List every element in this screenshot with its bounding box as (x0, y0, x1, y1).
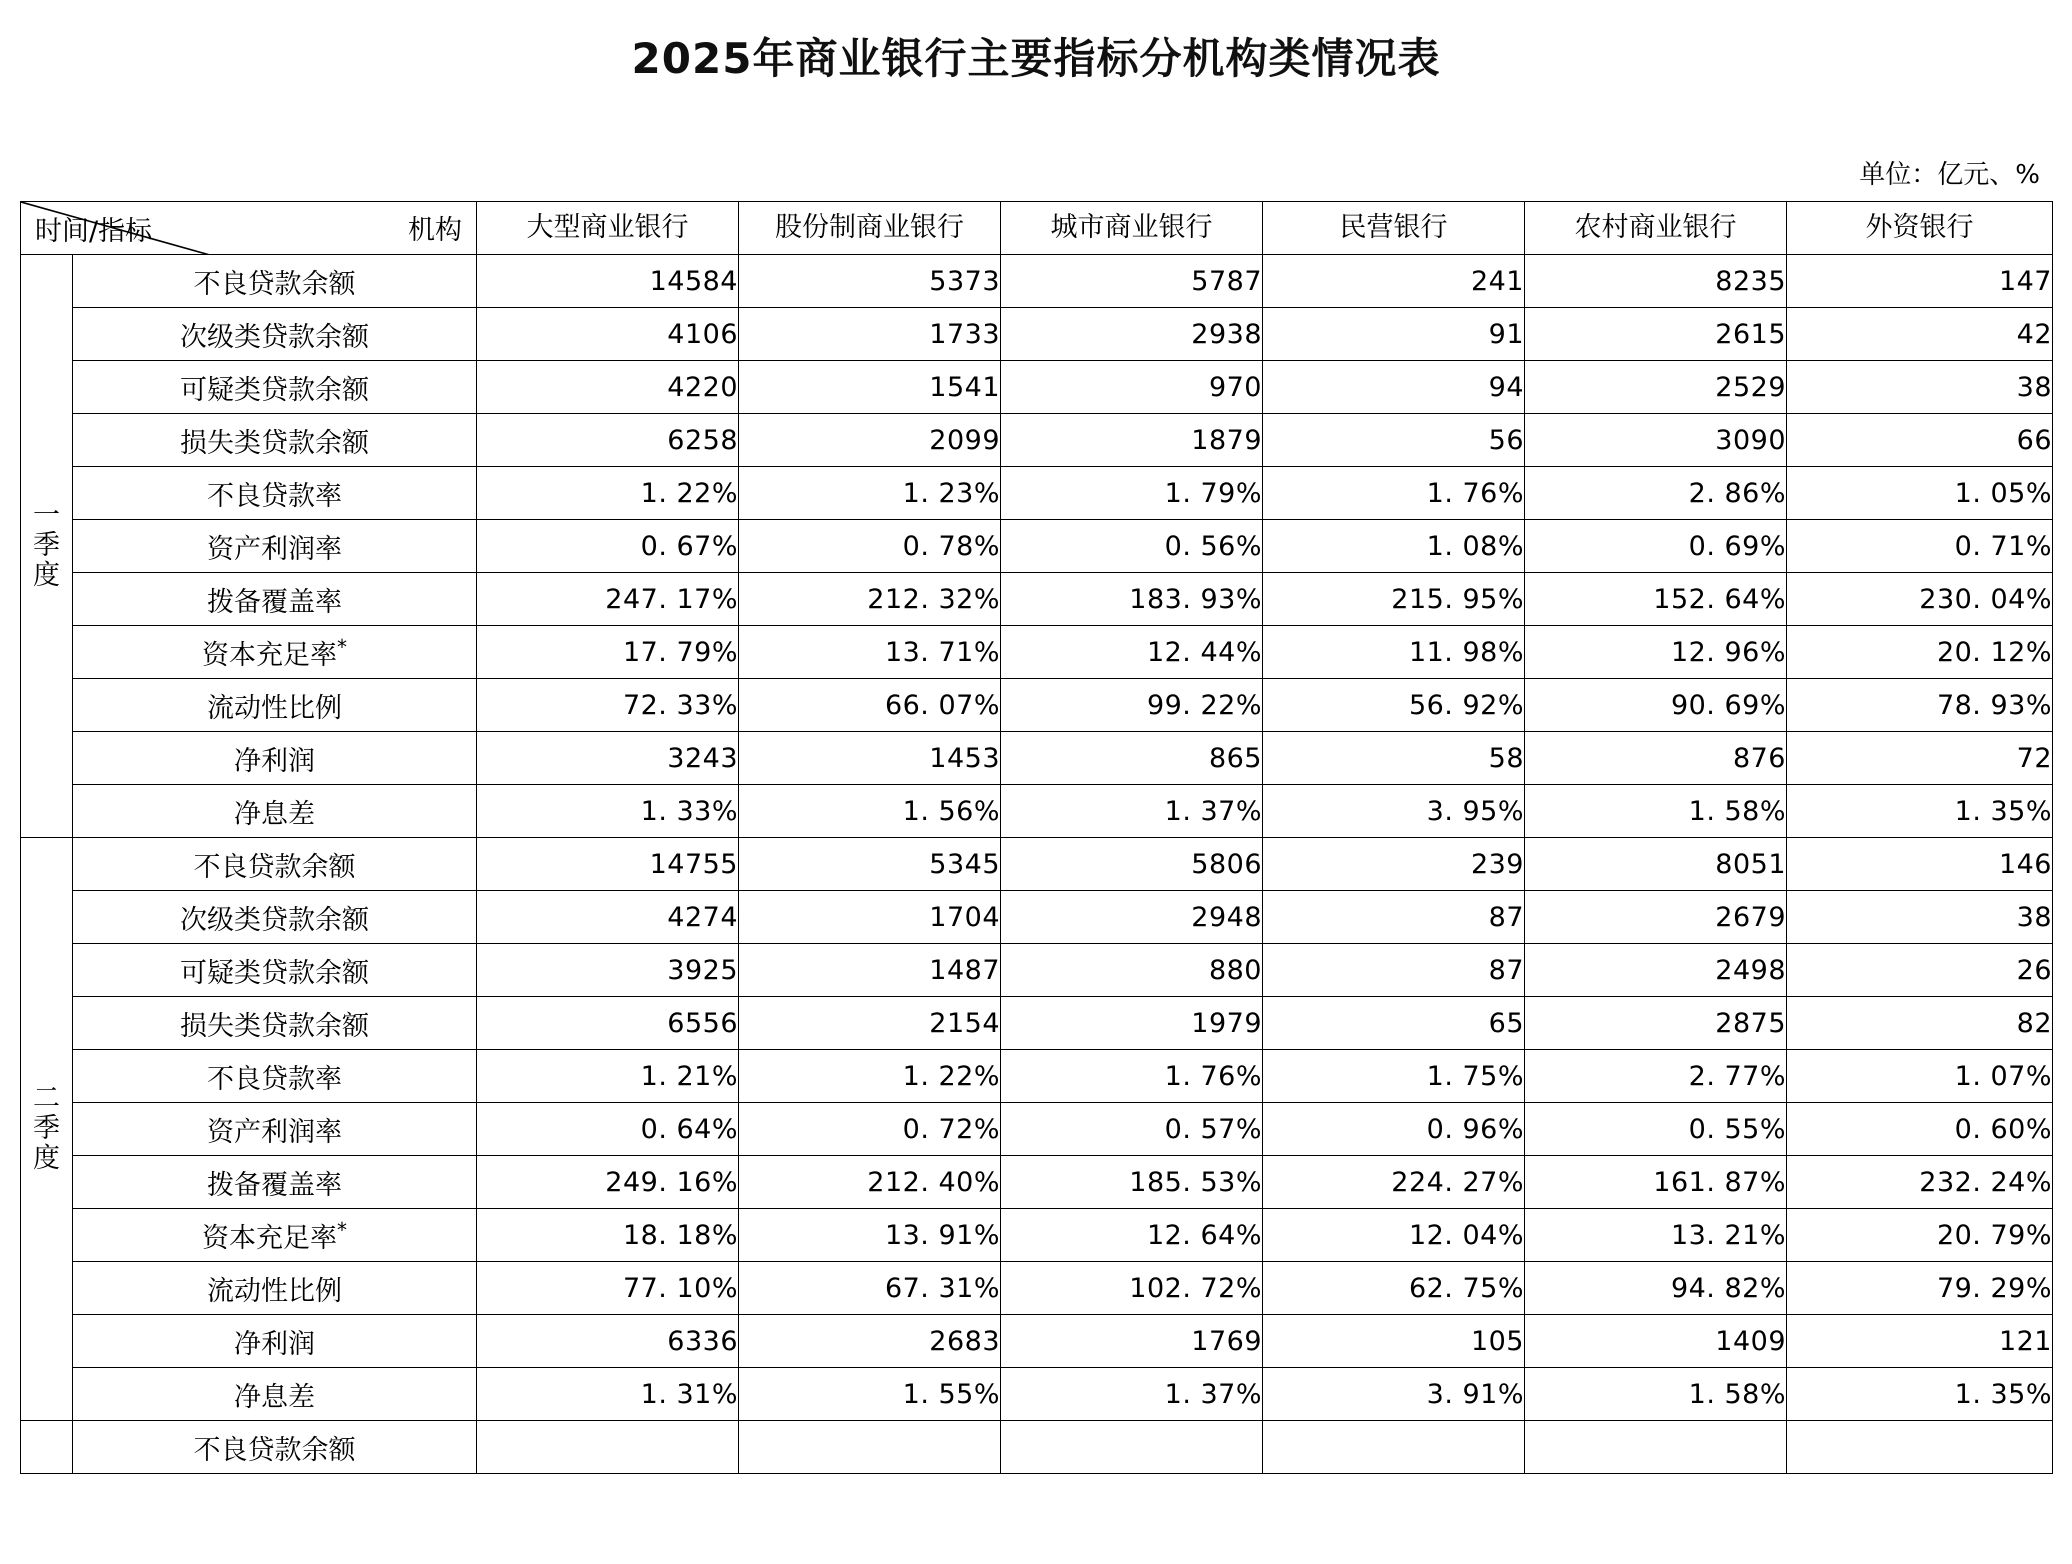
cell-q2-liquidity-foreign: 79. 29% (1787, 1262, 2053, 1315)
cell-q1-car-private: 11. 98% (1263, 626, 1525, 679)
table-row (21, 255, 2053, 308)
cell-q2-liquidity-large: 77. 10% (477, 1262, 739, 1315)
column-header-city-commercial-banks: 城市商业银行 (1001, 202, 1263, 255)
table-row (21, 1156, 2053, 1209)
cell-q1-npl-ratio-private: 1. 76% (1263, 467, 1525, 520)
row-label-net-interest-margin: 净息差 (73, 785, 477, 838)
cell-q1-npl-ratio-rural: 2. 86% (1525, 467, 1787, 520)
table-row-partial (21, 1421, 2053, 1474)
cell-q1-car-rural: 12. 96% (1525, 626, 1787, 679)
cell-q1-doubtful-city: 970 (1001, 361, 1263, 414)
cell-q1-doubtful-large: 4220 (477, 361, 739, 414)
cell-q2-provision-large: 249. 16% (477, 1156, 739, 1209)
table-row (21, 626, 2053, 679)
row-label-net-profit: 净利润 (73, 732, 477, 785)
cell-q2-net-profit-private: 105 (1263, 1315, 1525, 1368)
cell-q2-car-rural: 13. 21% (1525, 1209, 1787, 1262)
cell-q2-provision-private: 224. 27% (1263, 1156, 1525, 1209)
cell-q1-doubtful-foreign: 38 (1787, 361, 2053, 414)
table-row (21, 1209, 2053, 1262)
page-title: 2025年商业银行主要指标分机构类情况表 (631, 34, 1441, 83)
cell-q2-npl-balance-joint: 5345 (739, 838, 1001, 891)
cell-q1-net-profit-rural: 876 (1525, 732, 1787, 785)
row-label-capital-adequacy-text: 资本充足率 (202, 639, 337, 671)
cell-q1-doubtful-private: 94 (1263, 361, 1525, 414)
cell-q2-liquidity-city: 102. 72% (1001, 1262, 1263, 1315)
cell-q1-roa-foreign: 0. 71% (1787, 520, 2053, 573)
cell-q1-nim-rural: 1. 58% (1525, 785, 1787, 838)
cell-q1-provision-large: 247. 17% (477, 573, 739, 626)
cell-q2-net-profit-joint: 2683 (739, 1315, 1001, 1368)
column-header-joint-stock-banks: 股份制商业银行 (739, 202, 1001, 255)
row-label-roa-q2: 资产利润率 (73, 1103, 477, 1156)
cell-q2-npl-ratio-joint: 1. 22% (739, 1050, 1001, 1103)
cell-q1-npl-ratio-city: 1. 79% (1001, 467, 1263, 520)
cell-q1-roa-large: 0. 67% (477, 520, 739, 573)
cell-q2-substandard-private: 87 (1263, 891, 1525, 944)
cell-q2-roa-city: 0. 57% (1001, 1103, 1263, 1156)
row-label-capital-adequacy-q2-text: 资本充足率 (202, 1222, 337, 1254)
cell-q1-provision-joint: 212. 32% (739, 573, 1001, 626)
cell-q1-net-profit-city: 865 (1001, 732, 1263, 785)
table-row (21, 573, 2053, 626)
cell-q1-provision-private: 215. 95% (1263, 573, 1525, 626)
cell-q1-substandard-foreign: 42 (1787, 308, 2053, 361)
cell-q2-car-private: 12. 04% (1263, 1209, 1525, 1262)
cell-next-npl-balance-large (477, 1421, 739, 1474)
cell-q2-npl-balance-foreign: 146 (1787, 838, 2053, 891)
footnote-star-q2: * (337, 1217, 347, 1242)
cell-q1-loss-city: 1879 (1001, 414, 1263, 467)
cell-next-npl-balance-city (1001, 1421, 1263, 1474)
cell-q1-car-city: 12. 44% (1001, 626, 1263, 679)
cell-q1-npl-balance-private: 241 (1263, 255, 1525, 308)
cell-q1-loss-large: 6258 (477, 414, 739, 467)
cell-q1-car-large: 17. 79% (477, 626, 739, 679)
cell-q2-provision-city: 185. 53% (1001, 1156, 1263, 1209)
row-label-capital-adequacy (73, 626, 477, 679)
cell-q2-doubtful-city: 880 (1001, 944, 1263, 997)
table-row (21, 361, 2053, 414)
table-row (21, 944, 2053, 997)
table-row (21, 1050, 2053, 1103)
cell-q2-doubtful-large: 3925 (477, 944, 739, 997)
table-row (21, 891, 2053, 944)
column-header-large-commercial-banks: 大型商业银行 (477, 202, 739, 255)
cell-q1-nim-city: 1. 37% (1001, 785, 1263, 838)
column-header-foreign-banks: 外资银行 (1787, 202, 2053, 255)
row-label-roa: 资产利润率 (73, 520, 477, 573)
cell-q2-net-profit-large: 6336 (477, 1315, 739, 1368)
table-row (21, 1262, 2053, 1315)
cell-q2-car-city: 12. 64% (1001, 1209, 1263, 1262)
table-row (21, 732, 2053, 785)
cell-q2-nim-rural: 1. 58% (1525, 1368, 1787, 1421)
cell-q1-substandard-rural: 2615 (1525, 308, 1787, 361)
cell-q2-substandard-joint: 1704 (739, 891, 1001, 944)
row-label-loss-q2: 损失类贷款余额 (73, 997, 477, 1050)
cell-q2-substandard-rural: 2679 (1525, 891, 1787, 944)
cell-q2-nim-large: 1. 31% (477, 1368, 739, 1421)
cell-q2-substandard-city: 2948 (1001, 891, 1263, 944)
cell-q1-doubtful-rural: 2529 (1525, 361, 1787, 414)
cell-q2-roa-joint: 0. 72% (739, 1103, 1001, 1156)
cell-q2-nim-foreign: 1. 35% (1787, 1368, 2053, 1421)
cell-q1-loss-private: 56 (1263, 414, 1525, 467)
cell-q1-roa-joint: 0. 78% (739, 520, 1001, 573)
cell-q2-npl-ratio-rural: 2. 77% (1525, 1050, 1787, 1103)
cell-q1-npl-ratio-foreign: 1. 05% (1787, 467, 2053, 520)
cell-q1-npl-balance-joint: 5373 (739, 255, 1001, 308)
cell-q1-doubtful-joint: 1541 (739, 361, 1001, 414)
row-label-doubtful-q2: 可疑类贷款余额 (73, 944, 477, 997)
cell-q2-loss-city: 1979 (1001, 997, 1263, 1050)
cell-q2-loss-joint: 2154 (739, 997, 1001, 1050)
cell-q2-npl-balance-private: 239 (1263, 838, 1525, 891)
cell-q2-nim-joint: 1. 55% (739, 1368, 1001, 1421)
row-label-npl-balance: 不良贷款余额 (73, 255, 477, 308)
row-label-substandard-q2: 次级类贷款余额 (73, 891, 477, 944)
row-label-npl-ratio: 不良贷款率 (73, 467, 477, 520)
cell-q1-car-joint: 13. 71% (739, 626, 1001, 679)
corner-header-cell (21, 202, 477, 255)
cell-q2-doubtful-foreign: 26 (1787, 944, 2053, 997)
cell-q1-loss-foreign: 66 (1787, 414, 2053, 467)
cell-q2-roa-large: 0. 64% (477, 1103, 739, 1156)
cell-q2-npl-ratio-city: 1. 76% (1001, 1050, 1263, 1103)
cell-q2-loss-large: 6556 (477, 997, 739, 1050)
cell-q1-npl-balance-large: 14584 (477, 255, 739, 308)
cell-q2-roa-rural: 0. 55% (1525, 1103, 1787, 1156)
cell-q2-npl-balance-city: 5806 (1001, 838, 1263, 891)
table-row (21, 679, 2053, 732)
cell-q1-liquidity-private: 56. 92% (1263, 679, 1525, 732)
cell-q1-npl-ratio-large: 1. 22% (477, 467, 739, 520)
cell-q2-doubtful-private: 87 (1263, 944, 1525, 997)
cell-q2-provision-joint: 212. 40% (739, 1156, 1001, 1209)
unit-note: 单位：亿元、% (1859, 160, 2040, 190)
table-row (21, 1315, 2053, 1368)
cell-q1-loss-rural: 3090 (1525, 414, 1787, 467)
cell-q2-roa-private: 0. 96% (1263, 1103, 1525, 1156)
cell-q1-npl-ratio-joint: 1. 23% (739, 467, 1001, 520)
row-label-npl-balance-q2: 不良贷款余额 (73, 838, 477, 891)
column-header-private-banks: 民营银行 (1263, 202, 1525, 255)
cell-q1-nim-large: 1. 33% (477, 785, 739, 838)
cell-q2-substandard-foreign: 38 (1787, 891, 2053, 944)
cell-q1-liquidity-city: 99. 22% (1001, 679, 1263, 732)
cell-next-npl-balance-rural (1525, 1421, 1787, 1474)
cell-q1-roa-rural: 0. 69% (1525, 520, 1787, 573)
cell-q2-nim-city: 1. 37% (1001, 1368, 1263, 1421)
row-label-loss: 损失类贷款余额 (73, 414, 477, 467)
table-row (21, 785, 2053, 838)
period-label-next (21, 1421, 73, 1474)
row-label-provision-coverage: 拨备覆盖率 (73, 573, 477, 626)
cell-q2-car-large: 18. 18% (477, 1209, 739, 1262)
cell-q1-npl-balance-foreign: 147 (1787, 255, 2053, 308)
table-row (21, 997, 2053, 1050)
cell-q2-liquidity-joint: 67. 31% (739, 1262, 1001, 1315)
cell-q2-substandard-large: 4274 (477, 891, 739, 944)
table-row (21, 414, 2053, 467)
cell-q2-doubtful-joint: 1487 (739, 944, 1001, 997)
period-label-q1-text: 一季度 (33, 499, 61, 592)
corner-org-label: 机构 (408, 215, 462, 246)
cell-q2-npl-balance-large: 14755 (477, 838, 739, 891)
cell-q1-net-profit-joint: 1453 (739, 732, 1001, 785)
cell-q2-net-profit-city: 1769 (1001, 1315, 1263, 1368)
row-label-doubtful: 可疑类贷款余额 (73, 361, 477, 414)
column-header-rural-commercial-banks: 农村商业银行 (1525, 202, 1787, 255)
cell-q1-provision-foreign: 230. 04% (1787, 573, 2053, 626)
cell-q1-nim-foreign: 1. 35% (1787, 785, 2053, 838)
cell-q1-liquidity-foreign: 78. 93% (1787, 679, 2053, 732)
period-label-q1 (21, 255, 73, 838)
row-label-npl-balance-next: 不良贷款余额 (73, 1421, 477, 1474)
cell-q1-substandard-joint: 1733 (739, 308, 1001, 361)
cell-q2-car-foreign: 20. 79% (1787, 1209, 2053, 1262)
table-row (21, 308, 2053, 361)
cell-q1-roa-private: 1. 08% (1263, 520, 1525, 573)
table-row (21, 467, 2053, 520)
cell-q2-provision-foreign: 232. 24% (1787, 1156, 2053, 1209)
cell-q2-liquidity-rural: 94. 82% (1525, 1262, 1787, 1315)
cell-q1-npl-balance-city: 5787 (1001, 255, 1263, 308)
footnote-star: * (337, 634, 347, 659)
cell-q1-liquidity-large: 72. 33% (477, 679, 739, 732)
cell-q1-roa-city: 0. 56% (1001, 520, 1263, 573)
cell-q1-net-profit-large: 3243 (477, 732, 739, 785)
row-label-liquidity-ratio-q2: 流动性比例 (73, 1262, 477, 1315)
cell-q1-net-profit-foreign: 72 (1787, 732, 2053, 785)
row-label-substandard: 次级类贷款余额 (73, 308, 477, 361)
row-label-capital-adequacy-q2 (73, 1209, 477, 1262)
cell-q1-nim-joint: 1. 56% (739, 785, 1001, 838)
cell-q2-loss-rural: 2875 (1525, 997, 1787, 1050)
cell-q2-loss-foreign: 82 (1787, 997, 2053, 1050)
period-label-q2-text: 二季度 (33, 1082, 61, 1175)
cell-q2-npl-balance-rural: 8051 (1525, 838, 1787, 891)
row-label-provision-coverage-q2: 拨备覆盖率 (73, 1156, 477, 1209)
cell-next-npl-balance-joint (739, 1421, 1001, 1474)
cell-q2-npl-ratio-large: 1. 21% (477, 1050, 739, 1103)
cell-q2-nim-private: 3. 91% (1263, 1368, 1525, 1421)
cell-q1-provision-city: 183. 93% (1001, 573, 1263, 626)
row-label-liquidity-ratio: 流动性比例 (73, 679, 477, 732)
cell-q1-net-profit-private: 58 (1263, 732, 1525, 785)
table-row (21, 520, 2053, 573)
cell-q1-liquidity-joint: 66. 07% (739, 679, 1001, 732)
row-label-npl-ratio-q2: 不良贷款率 (73, 1050, 477, 1103)
cell-q2-net-profit-foreign: 121 (1787, 1315, 2053, 1368)
cell-q2-liquidity-private: 62. 75% (1263, 1262, 1525, 1315)
cell-q1-substandard-city: 2938 (1001, 308, 1263, 361)
cell-q1-substandard-private: 91 (1263, 308, 1525, 361)
cell-q2-npl-ratio-foreign: 1. 07% (1787, 1050, 2053, 1103)
cell-q2-loss-private: 65 (1263, 997, 1525, 1050)
corner-time-label: 时间/指标 (35, 216, 153, 247)
cell-q1-car-foreign: 20. 12% (1787, 626, 2053, 679)
cell-next-npl-balance-private (1263, 1421, 1525, 1474)
cell-q1-substandard-large: 4106 (477, 308, 739, 361)
period-label-q2 (21, 838, 73, 1421)
indicators-table (20, 201, 2053, 1474)
cell-q2-net-profit-rural: 1409 (1525, 1315, 1787, 1368)
table-row (21, 1368, 2053, 1421)
cell-q2-car-joint: 13. 91% (739, 1209, 1001, 1262)
row-label-net-interest-margin-q2: 净息差 (73, 1368, 477, 1421)
cell-next-npl-balance-foreign (1787, 1421, 2053, 1474)
cell-q2-roa-foreign: 0. 60% (1787, 1103, 2053, 1156)
cell-q1-npl-balance-rural: 8235 (1525, 255, 1787, 308)
table-row (21, 1103, 2053, 1156)
cell-q2-doubtful-rural: 2498 (1525, 944, 1787, 997)
cell-q1-loss-joint: 2099 (739, 414, 1001, 467)
cell-q2-provision-rural: 161. 87% (1525, 1156, 1787, 1209)
table-row (21, 838, 2053, 891)
cell-q1-provision-rural: 152. 64% (1525, 573, 1787, 626)
table-header-row (21, 202, 2053, 255)
cell-q2-npl-ratio-private: 1. 75% (1263, 1050, 1525, 1103)
cell-q1-nim-private: 3. 95% (1263, 785, 1525, 838)
row-label-net-profit-q2: 净利润 (73, 1315, 477, 1368)
cell-q1-liquidity-rural: 90. 69% (1525, 679, 1787, 732)
